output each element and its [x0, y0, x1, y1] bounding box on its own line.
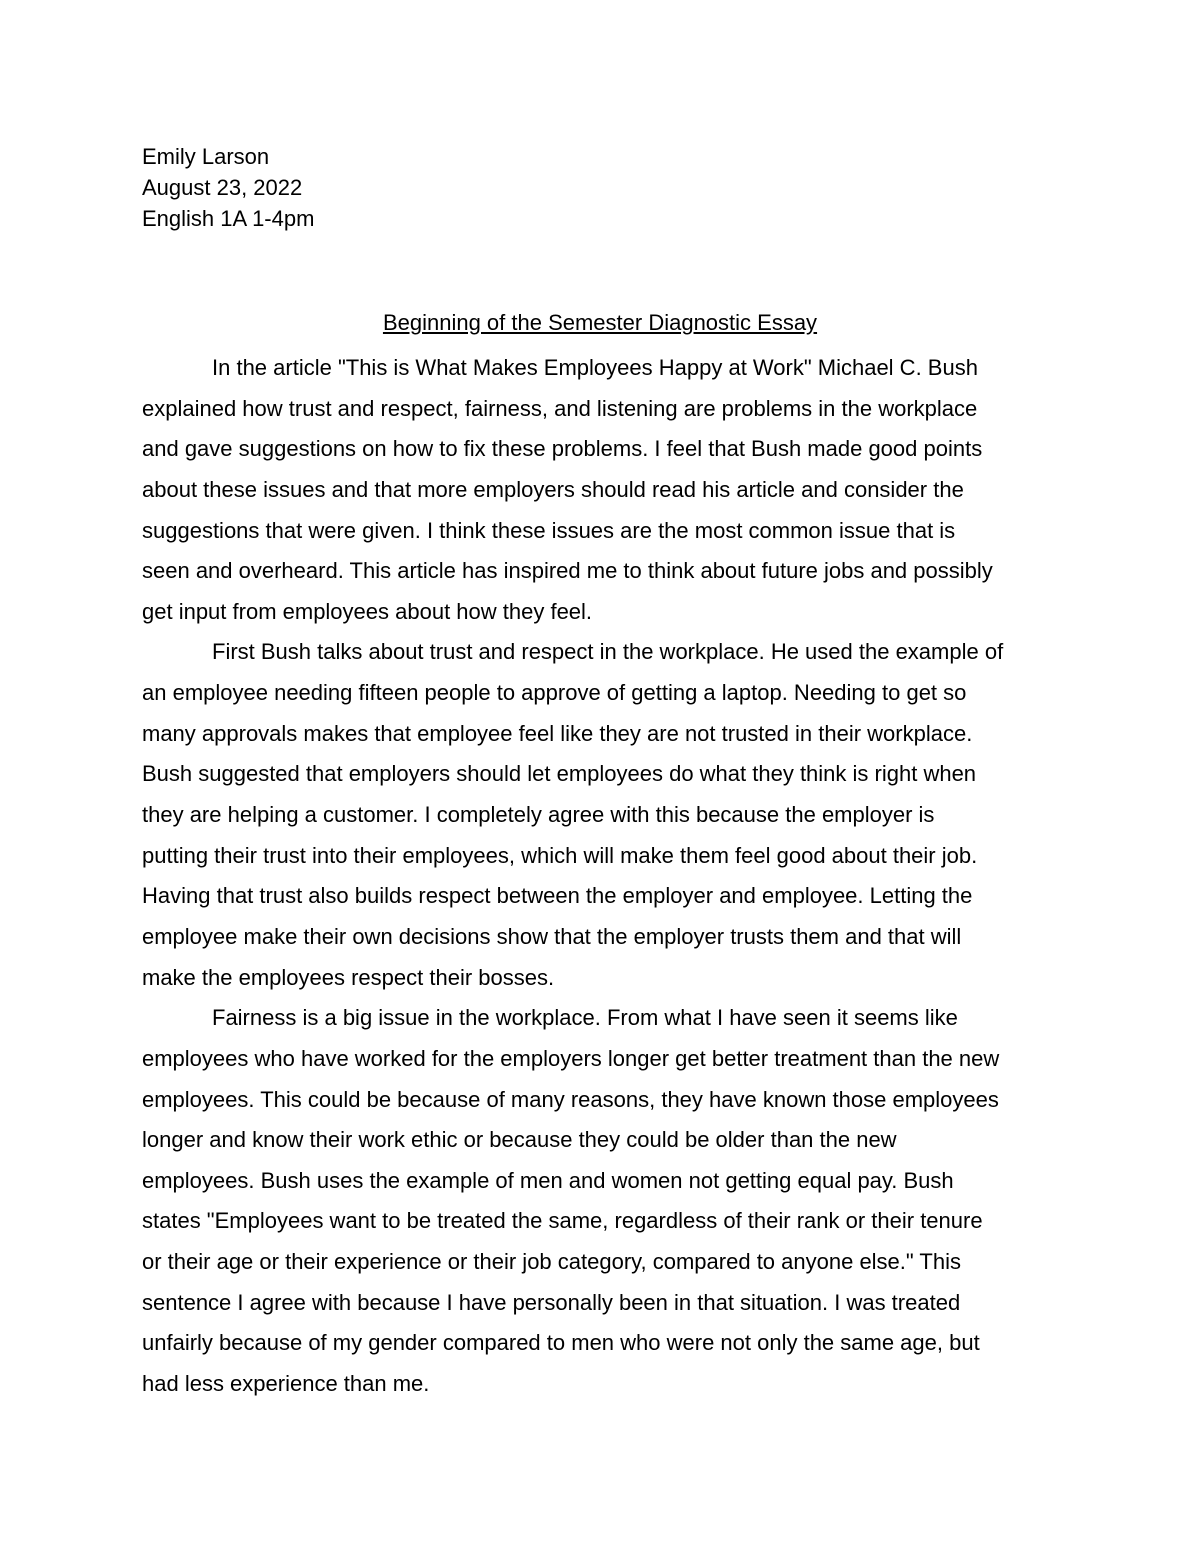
paragraph-2-line: employee make their own decisions show that the employer trusts them and that will	[142, 923, 962, 949]
paragraph-2-line: many approvals makes that employee feel like they are not trusted in their workplace.	[142, 720, 973, 746]
paragraph-3-line: Fairness is a big issue in the workplace. From what I have seen it seems like	[212, 1005, 958, 1031]
paragraph-3-line: sentence I agree with because I have personally been in that situation. I was treated	[142, 1289, 961, 1315]
paragraph-2-line: Having that trust also builds respect between the employer and employee. Letting the	[142, 883, 973, 909]
paragraph-1-line: seen and overheard. This article has inspired me to think about future jobs and possibly	[142, 558, 993, 584]
paragraph-3-line: or their age or their experience or their job category, compared to anyone else." This	[142, 1249, 961, 1275]
paragraph-3-line: had less experience than me.	[142, 1371, 430, 1397]
course-info: English 1A 1-4pm	[142, 206, 315, 231]
paragraph-1-line: suggestions that were given. I think these issues are the most common issue that is	[142, 517, 956, 543]
paragraph-1-line: In the article "This is What Makes Employees Happy at Work" Michael C. Bush	[212, 355, 978, 380]
paragraph-1-line: get input from employees about how they feel.	[142, 598, 593, 624]
paragraph-3-line: employees. This could be because of many reasons, they have known those employees	[142, 1086, 999, 1112]
paragraph-1-line: and gave suggestions on how to fix these problems. I feel that Bush made good points	[142, 436, 983, 462]
paragraph-3-line: states "Employees want to be treated the same, regardless of their rank or their tenure	[142, 1208, 983, 1234]
paragraph-3-line: longer and know their work ethic or because they could be older than the new	[142, 1127, 897, 1153]
paragraph-3-line: unfairly because of my gender compared to men who were not only the same age, but	[142, 1330, 980, 1356]
paragraph-2-line: make the employees respect their bosses.	[142, 964, 555, 990]
paragraph-2-line: First Bush talks about trust and respect in the workplace. He used the example of	[212, 639, 1004, 665]
author-name: Emily Larson	[142, 144, 270, 169]
paragraph-3-line: employees. Bush uses the example of men and women not getting equal pay. Bush	[142, 1167, 954, 1193]
paragraph-2-line: Bush suggested that employers should let employees do what they think is right when	[142, 761, 977, 787]
essay-title: Beginning of the Semester Diagnostic Essay	[382, 310, 818, 335]
essay-date: August 23, 2022	[142, 175, 303, 200]
paragraph-2-line: an employee needing fifteen people to approve of getting a laptop. Needing to get so	[142, 680, 967, 706]
paragraph-1-line: about these issues and that more employers should read his article and consider the	[142, 476, 964, 502]
paragraph-2-line: putting their trust into their employees, which will make them feel good about their job.	[142, 842, 978, 868]
paragraph-3-line: employees who have worked for the employers longer get better treatment than the new	[142, 1045, 1000, 1071]
paragraph-2-line: they are helping a customer. I completely agree with this because the employer is	[142, 802, 935, 828]
paragraph-1-line: explained how trust and respect, fairness, and listening are problems in the workplace	[142, 395, 978, 421]
header-block	[142, 141, 314, 234]
essay-body	[142, 348, 1062, 1405]
